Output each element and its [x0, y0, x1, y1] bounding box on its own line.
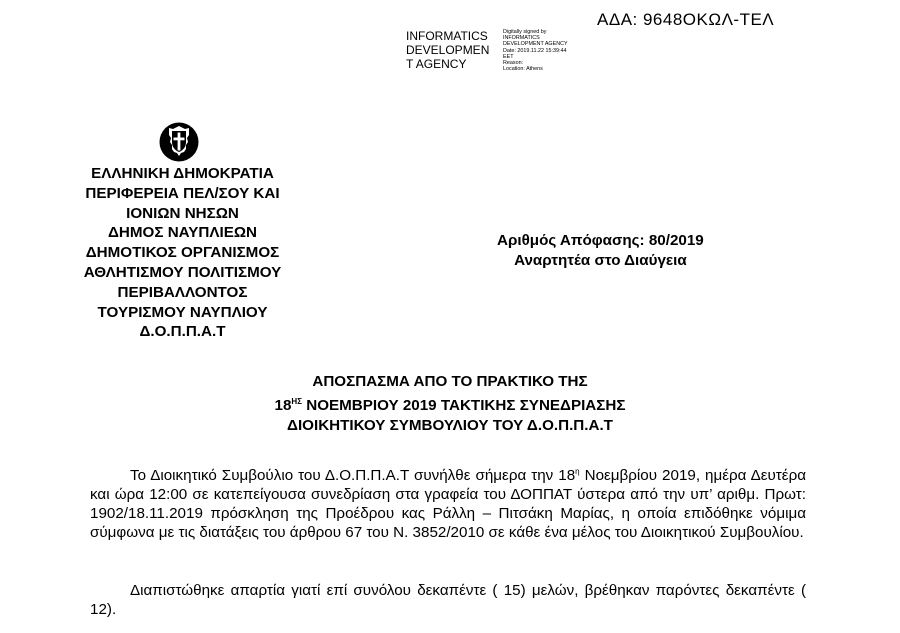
org-line: ΙΟΝΙΩΝ ΝΗΣΩΝ	[126, 204, 239, 222]
body-paragraph: Διαπιστώθηκε απαρτία γιατί επί συνόλου δεκαπέντε ( 15) μελών, βρέθηκαν παρόντες δεκαπέντε ( 12).	[90, 582, 806, 618]
org-line: ΠΕΡΙΒΑΛΛΟΝΤΟΣ	[117, 283, 248, 301]
org-line: ΕΛΛΗΝΙΚΗ ΔΗΜΟΚΡΑΤΙΑ	[91, 165, 274, 182]
org-line: ΔΗΜΟΣ ΝΑΥΠΛΙΕΩΝ	[108, 224, 257, 242]
signature-detail-line: EET	[503, 53, 514, 60]
signature-detail-line: INFORMATICS	[503, 35, 540, 42]
body-paragraph: Το Διοικητικό Συμβούλιο του Δ.Ο.Π.Π.Α.Τ συνήλθε σήμερα την $18^\eta$ Νοεμβρίου 2019, ημέρα Δευτέρα και ώρα 12:00 σε κατεπείγουσα συνεδρίαση στα γραφεία του ΔΟΠΠΑΤ ύστερα από την υπ’ αριθμ. Πρωτ: 1902/18.11.2019 πρόσκληση της Προέδρου κας Ράλλη – Πιτσάκη Μαρίας, η οποία επιδόθηκε νόμιμα σύμφωνα με τις διατάξεις του άρθρου 67 του Ν. 3852/2010 σε κάθε ένα μέλος του Διοικητικού Συμβουλίου.	[90, 467, 806, 541]
org-line: ΑΘΛΗΤΙΣΜΟΥ ΠΟΛΙΤΙΣΜΟΥ	[83, 263, 282, 281]
decision-number: Αριθμός Απόφασης: 80/2019	[497, 232, 704, 249]
org-line: ΔΗΜΟΤΙΚΟΣ ΟΡΓΑΝΙΣΜΟΣ	[85, 244, 280, 262]
digital-signature-details	[503, 29, 603, 72]
ada-code: ΑΔΑ: 9648ΟΚΩΛ-ΤΕΛ	[597, 10, 775, 29]
decision-posting-note: Αναρτητέα στο Διαύγεια	[514, 251, 687, 269]
issuing-organization	[50, 164, 315, 342]
title-line: ΑΠΟΣΠΑΣΜΑ ΑΠΟ ΤΟ ΠΡΑΚΤΙΚΟ ΤΗΣ	[312, 373, 588, 390]
signature-detail-line: Date: 2019.11.22 15:39:44	[503, 47, 567, 54]
document-title	[150, 372, 750, 436]
decision-info	[497, 231, 704, 270]
title-line: $18^{H\Sigma}$ ΝΟΕΜΒΡΙΟΥ 2019 ΤΑΚΤΙΚΗΣ ΣΥΝΕΔΡΙΑΣΗΣ	[274, 397, 626, 414]
title-line: ΔΙΟΙΚΗΤΙΚΟΥ ΣΥΜΒΟΥΛΙΟΥ ΤΟΥ Δ.Ο.Π.Π.Α.Τ	[287, 417, 613, 434]
org-line: ΠΕΡΙΦΕΡΕΙΑ ΠΕΛ/ΣΟΥ ΚΑΙ	[85, 184, 280, 202]
digital-signer-name: INFORMATICS DEVELOPMEN T AGENCY	[406, 29, 490, 71]
org-line: ΤΟΥΡΙΣΜΟΥ ΝΑΥΠΛΙΟΥ	[97, 303, 268, 321]
greek-coat-of-arms-icon	[159, 122, 199, 162]
org-line: Δ.Ο.Π.Π.Α.Τ	[139, 323, 226, 341]
signature-detail-line: Reason:	[503, 60, 524, 67]
signature-detail-line: DEVELOPMENT AGENCY	[503, 41, 568, 48]
signature-detail-line: Digitally signed by	[503, 29, 547, 35]
signature-detail-line: Location: Athens	[503, 66, 543, 73]
